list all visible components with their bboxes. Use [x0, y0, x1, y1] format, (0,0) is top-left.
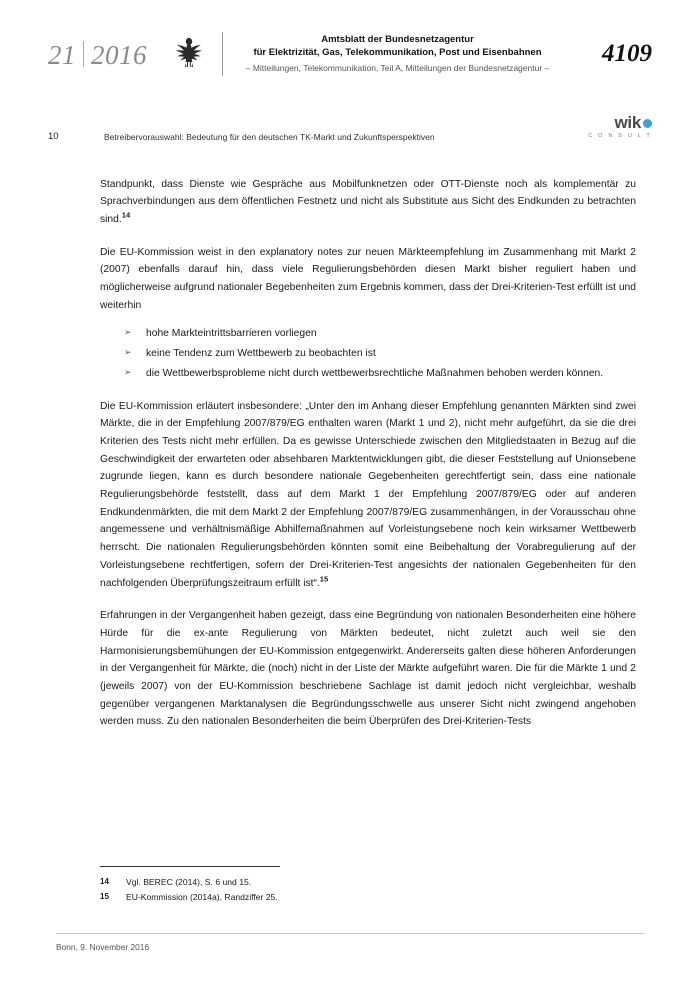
- footnote-text: Vgl. BEREC (2014), S. 6 und 15.: [126, 877, 252, 887]
- masthead: [0, 0, 700, 78]
- masthead-titles: [235, 34, 560, 74]
- footnote-marker: 15: [100, 891, 109, 901]
- publication-title-line1: Amtsblatt der Bundesnetzagentur: [321, 33, 474, 45]
- paragraph-text: Erfahrungen in der Vergangenheit haben gezeigt, dass eine Begründung von nationalen Besonderheiten eine höhere Hürde für die ex-ante Regulierung von Märkten bedeutet, nicht zuletzt auch weil sie den Harmonisierungsbemühungen der EU-Kommission entgegenwirkt. Andererseits galten diese höheren Anforderungen in der Vergangenheit für Märkte, die (noch) nicht in der Liste der Märkte aufgeführt waren. Die für die Märkte 1 und 2 (jeweils 2007) von der EU-Kommission beschriebene Sachlage ist damit jedoch nicht vergleichbar, weshalb gegenüber vergangenen Marktanalysen die Begründungsschwelle aus unserer Sicht nicht zwingend angehoben werden muss. Zu den nationalen Besonderheiten die beim Überprüfen des Drei-Kriterien-Tests: [100, 610, 636, 728]
- issue-block: [48, 38, 166, 71]
- list-item-label: hohe Markteintrittsbarrieren vorliegen: [146, 328, 317, 340]
- footnote-marker: 14: [100, 877, 109, 886]
- publication-subtitle: – Mitteilungen, Telekommunikation, Teil A, Mitteilungen der Bundesnetzagentur –: [245, 62, 550, 73]
- list-item-label: keine Tendenz zum Wettbewerb zu beobachten ist: [146, 348, 376, 360]
- running-head: [0, 78, 700, 142]
- wik-logo-dot-icon: [643, 119, 652, 128]
- list-item: [124, 365, 636, 383]
- footer-separator: [56, 933, 644, 934]
- paragraph: [100, 244, 636, 315]
- footnote-separator: [100, 866, 280, 867]
- list-item: [124, 345, 636, 363]
- paragraph-text: Die EU-Kommission weist in den explanatory notes zur neuen Märkteempfehlung im Zusammenhang mit Markt 2 (2007) ebenfalls darauf hin, dass viele Regulierungsbehörden diesen Markt bisher reguliert haben und möglicherweise aufgrund nationaler Begebenheiten zum Ergebnis kommen, dass der Drei-Kriterien-Test erfüllt ist und weiterhin: [100, 246, 636, 311]
- document-body: [0, 142, 700, 732]
- footnote-ref[interactable]: 15: [319, 574, 329, 584]
- issue-year: 2016: [91, 39, 147, 70]
- footnotes-section: [100, 866, 636, 906]
- masthead-divider: [222, 32, 223, 76]
- list-item: [124, 325, 636, 343]
- paragraph-text: Standpunkt, dass Dienste wie Gespräche aus Mobilfunknetzen oder OTT-Dienste noch als komplementär zu Sprachverbindungen aus dem öffentlichen Festnetz und nicht als Substitute aus Sicht des Endkunden zu betrachten sind.: [100, 178, 636, 225]
- list-item-label: die Wettbewerbsprobleme nicht durch wettbewerbsrechtliche Maßnahmen behoben werden können.: [146, 367, 604, 379]
- footnote: [100, 876, 636, 889]
- wik-logo-word: wik: [614, 113, 641, 132]
- footnote: [100, 891, 636, 904]
- wik-logo-subtitle: C O N S U L T: [588, 133, 652, 139]
- footer-text: Bonn, 9. November 2016: [56, 942, 150, 952]
- bullet-list: [100, 325, 636, 382]
- paragraph: [100, 398, 636, 593]
- footnote-text: EU-Kommission (2014a), Randziffer 25.: [126, 891, 278, 902]
- wik-consult-logo: [588, 114, 652, 142]
- federal-eagle-icon: [172, 32, 206, 72]
- arrow-bullet-icon: ➢: [124, 366, 132, 377]
- footnote-ref[interactable]: 14: [121, 210, 131, 220]
- publication-title-line2: für Elektrizität, Gas, Telekommunikation, Post und Eisenbahnen: [253, 46, 542, 58]
- arrow-bullet-icon: ➢: [124, 327, 132, 338]
- paragraph: [100, 176, 636, 229]
- arrow-bullet-icon: ➢: [124, 347, 132, 358]
- issue-divider: [83, 41, 84, 67]
- paragraph: [100, 607, 636, 731]
- issue-number: 21: [48, 39, 76, 70]
- page-footer: [56, 933, 644, 952]
- paragraph-text: Die EU-Kommission erläutert insbesondere: „Unter den im Anhang dieser Empfehlung genannten Märkten sind zwei Märkte, die in der Empfehlung 2007/879/EG enthalten waren (Markt 1 und 2), nicht mehr aufgeführt, da sie die drei Kriterien des Tests nicht mehr erfüllen. Da es gewisse Unterschiede zwischen den Mitgliedstaaten in Bezug auf die Geschwindigkeit der erwarteten oder absehbaren Marktentwicklungen gibt, die dieser Feststellung auf Unionsebene zugrunde liegen, kann es durch besondere nationale Gegebenheiten gerechtfertigt sein, dass eine nationale Regulierungsbehörde feststellt, dass auf dem Markt 1 der Empfehlung 2007/879/EG oder auf anderen Endkundenmärkten, die mit dem Markt 2 der Empfehlung 2007/879/EG zusammenhängen, in der Vorausschau ohne angemessene und verhältnismäßige Abhilfemaßnahmen auf Vorleistungsebene noch kein wirksamer Wettbewerb herrscht. Die nationalen Regulierungsbehörden könnten somit eine Beibehaltung der Vorabregulierung auf der Vorleistungsebene rechtfertigen, sofern der Drei-Kriterien-Test angesichts der nationalen Gegebenheiten für den nachfolgenden Überprüfungszeitraum erfüllt ist“.: [100, 400, 636, 589]
- page-number: 4109: [602, 40, 652, 67]
- section-title: Betreibervorauswahl: Bedeutung für den deutschen TK-Markt und Zukunftsperspektiven: [104, 131, 435, 142]
- section-number: 10: [48, 130, 59, 142]
